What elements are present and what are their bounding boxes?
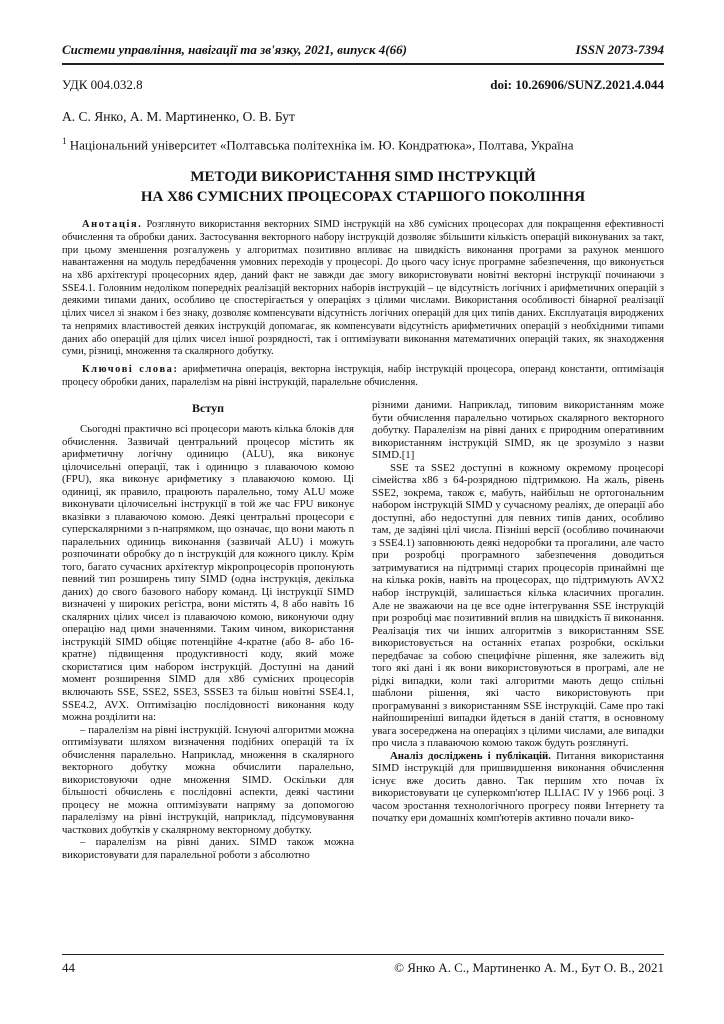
authors: А. С. Янко, А. М. Мартиненко, О. В. Бут	[62, 109, 295, 124]
paragraph-analysis	[372, 750, 664, 825]
keywords-label: Ключові слова:	[82, 363, 179, 375]
journal-name: Системи управління, навігації та зв'язку, 2021, випуск 4(66)	[62, 42, 407, 57]
abstract	[62, 219, 664, 359]
journal-header	[62, 42, 664, 65]
meta-row	[62, 77, 664, 93]
paragraph-continuation: різними даними. Наприклад, типовим використанням може бути обчислення паралельно чотирьох скалярного векторного добутку. Паралелізм на рівні даних є природним оперативним використанням інструкцій SIMD, як це зрозуміло з назви SIMD.[1]	[372, 399, 664, 462]
paper-title-line2: НА Х86 СУМІСНИХ ПРОЦЕСОРАХ СТАРШОГО ПОКОЛІННЯ	[140, 188, 586, 205]
page-number: 44	[62, 960, 75, 975]
issn: ISSN 2073-7394	[575, 42, 664, 57]
paper-title-line1: МЕТОДИ ВИКОРИСТАННЯ SIMD ІНСТРУКЦІЙ	[190, 169, 536, 186]
right-column	[372, 399, 664, 950]
section-heading-intro: Вступ	[192, 401, 224, 416]
left-column	[62, 399, 354, 950]
list-item-data-parallelism: – паралелізм на рівні даних. SIMD також можна використовувати для паралельної роботи з абсолютно	[62, 836, 354, 861]
affiliation	[62, 136, 664, 153]
body-columns	[62, 399, 664, 950]
copyright: © Янко А. С., Мартиненко А. М., Бут О. В., 2021	[394, 960, 664, 975]
affiliation-text: Національний університет «Полтавська політехніка ім. Ю. Кондратюка», Полтава, Україна	[69, 137, 574, 153]
abstract-label: Анотація.	[82, 219, 143, 231]
doi: doi: 10.26906/SUNZ.2021.4.044	[490, 77, 664, 92]
paper-title	[62, 168, 664, 207]
keywords-text: арифметична операція, векторна інструкція, набір інструкцій процесора, операнд константи, оптимізація процесу обробки даних, паралелізм на рівні інструкцій, паралельне обчислення.	[62, 363, 664, 388]
abstract-text: Розглянуто використання векторних SIMD інструкцій на х86 сумісних процесорах для покращення ефективності обчислення та обробки даних. Застосування векторного набору інструкцій дозволяє збільшити кількість операцій виконуваних за такт, при цьому зменшення розгалужень у алгоритмах позитивно впливає на швидкість виконання програми за рахунок меншого навантаження на модуль передбачення умовних переходів у процесорі. До цього часу існує програмне забезпечення, що виконується на х86 архітектурі процесорних ядер, даний факт не завжди дає змогу використовувати новітні векторні інструкції починаючи з SSE4.1. Головним недоліком попередніх реалізацій векторних наборів інструкцій – це відсутність логічних і арифметичних операцій з деякими типами даних, особливо це спостерігається у операціях з цілими числами. Використання особливості бінарної реалізації цілих чисел зі знаком і без знаку, дозволяє компенсувати відсутність логічних операцій для цих типів даних. Експлуатація вироджених та непрямих властивостей деяких інструкцій допомагає, як компенсувати відсутність арифметичних операцій з необхідними типами даних або операцій для цілих чисел іншої розрядності, так і оптимізувати виконання математичних операцій таких, як знаходження суми, різниці, множення та скалярного добутку.	[62, 219, 664, 358]
keywords	[62, 364, 664, 389]
paragraph: SSE та SSE2 доступні в кожному окремому процесорі сімейства х86 з 64-розрядною підтримкою. На жаль, рівень SSE2, зокрема, також є, мабуть, найбільш не ортогональним набором інструкцій SIMD у сучасному реаліях, де операції або доступні, або недоступні для певних типів даних, особливо там, де задіяні цілі числа. Пізніші версії (особливо починаючи з SSE4.1) заповнюють деякі недоробки та прогалини, але часто при розробці програмного забезпечення доводиться затримуватися на підтримці старих процесорів принаймні ще на кілька років, навіть на процесорах, що підтримують AVX2 набор інструкцій, залишається кілька класичних прогалин. Але не зважаючи на це все одне інтегрування SSE інструкцій при розробці має позитивний вплив на швидкість її виконання. Реалізація тих чи інших алгоритмів з використанням SSE використовується на останніх етапах розробки, оскільки передбачає за собою специфічне рішення, яке залежить від того які дані і як вони використовуються в програмі, але не рідкі випадки, коли такі алгоритми мають дещо спільні шаблони рішення, які часто використовують при програмуванні з використанням SSE інструкцій. Саме про такі найпоширеніші випадки йдеться в даній стаття, в основному увага зосереджена на операціях з цілими числами, але випадки про числа з плаваючою комою також будуть розглянуті.	[372, 461, 664, 750]
section-analysis-text: Питання використання SIMD інструкцій для пришвидшення виконання обчислення існує вже досить давно. Так першим хто почав їх використовувати це суперкомп'ютер ILLIAC IV у 1966 році. З часом зростання технологічного прогресу появи Інтернету та початку ери домашніх комп'ютерів активно почали вико-	[372, 749, 664, 825]
affiliation-marker: 1	[62, 136, 67, 146]
udk: УДК 004.032.8	[62, 77, 143, 92]
section-heading-analysis: Аналіз досліджень і публікацій.	[390, 749, 551, 762]
page-footer	[62, 954, 664, 976]
paragraph: Сьогодні практично всі процесори мають кілька блоків для обчислення. Зазвичай центральний процесор містить як арифметичну логічну одиницю (ALU), яка виконує цілочисельні операції, так і одиницю з плаваючою комою (FPU), яка виконує арифметику з плаваючою комою. Ці одиниці, як правило, працюють паралельно, тому ALU може виконувати цілочисельні інструкції в той же час FPU виконує вказівки з плаваючою комою. Деякі центральні процесори є суперскалярними з n-напрямком, що означає, що вони мають n паралельних одиниць виконання (зазвичай ALU) і можуть розпочинати обробку до n інструкцій для кожного циклу. Крім того, багато сучасних архітектур мікропроцесорів пропонують певний тип розширень типу SIMD (одна інструкція, декілька даних) до свого базового набору команд. Ці інструкції SIMD визначені у широких регістра, вони містять 4, 8 або навіть 16 скалярних цілих чисел із плаваючою комою, виконуючи одну операцію над цими значеннями. Таким чином, використання інструкцій SIMD обіцяє потенційне 4-кратне (або 8- або 16-кратне) підвищення продуктивності коду, який може скористатися цим набором інструкцій. Доступні на даний момент розширення SIMD для х86 сумісних процесорів включають SSE, SSE2, SSE3, SSSE3 та більш новітні SSE4.1, SSE4.2, AVX. Оптимізацію послідовності виконання коду можна розділити на:	[62, 423, 354, 724]
list-item-instruction-parallelism: – паралелізм на рівні інструкцій. Існуючі алгоритми можна оптимізувати шляхом визначення подібних операцій та їх обчислення паралельно. Наприклад, множення в скалярного векторного добутку можна обчислити паралельно, використовуючи одне множення SIMD. Оскільки для більшості обчислень є послідовні аспекти, деякі частини процесу не можна оптимізувати напряму за допомогою паралелізму на рівні інструкцій, наприклад, підсумовування часткових добутків у скалярному векторному добутку.	[62, 723, 354, 836]
